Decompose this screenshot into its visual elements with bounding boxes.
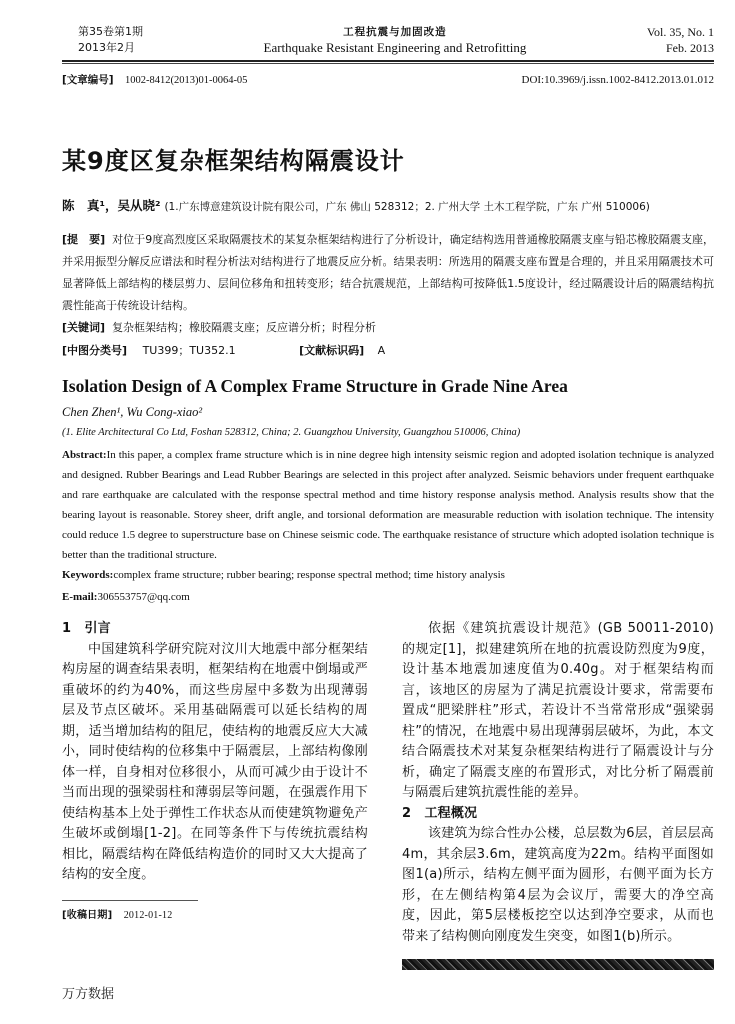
class-value: TU399；TU352.1	[142, 344, 236, 357]
doi: DOI:10.3969/j.issn.1002-8412.2013.01.012	[521, 74, 714, 86]
section-1-heading: 1 引言	[62, 621, 111, 636]
volume-block	[647, 24, 714, 56]
abstract-en	[62, 445, 714, 585]
header-rule	[62, 60, 714, 62]
keywords-cn: 复杂框架结构；橡胶隔震支座；反应谱分析；时程分析	[112, 321, 377, 334]
footnote-rule	[62, 900, 198, 901]
paragraph-intro: 中国建筑科学研究院对汶川大地震中部分框架结构房屋的调查结果表明，框架结构在地震中倒塌或严重破坏的约为40%，而这些房屋中多数为出现薄弱层及节点区破坏。采用基础隔震可以延长结构的周期，适当增加结构的阻尼，使结构的地震反应大大减小，同时使结构的位移集中于隔震层，上部结构像刚体一样，自身相对位移很小，从而可减少由于设计不当而出现的强梁弱柱和薄弱层等问题，在强震作用下使结构基本上处于弹性工作状态从而使建筑物避免产生破坏或倒塌[1-2]。在同等条件下与传统抗震结构相比，隔震结构在降低结构造价的同时又大大提高了结构的安全度。	[62, 641, 368, 882]
journal-cn: 工程抗震与加固改造	[343, 26, 447, 38]
doc-code-label: [文献标识码]	[299, 344, 365, 357]
received-date	[62, 909, 368, 923]
email	[62, 589, 714, 605]
issue-block	[62, 24, 143, 56]
received-label: [收稿日期]	[62, 909, 113, 921]
right-column	[402, 619, 714, 970]
page-title-cn: 某9度区复杂框架结构隔震设计	[62, 147, 405, 175]
paragraph-overview: 该建筑为综合性办公楼，总层数为6层，首层层高4m，其余层3.6m，建筑高度为22m。结构平面图如图1(a)所示，结构左侧平面为圆形，右侧平面为长方形，在左侧结构第4层为会议厅，需要大的净空高度，因此，第5层楼板挖空以达到净空要求，从而也带来了结构侧向刚度发生突变，如图1(b)所示。	[402, 826, 714, 944]
meta-row	[62, 73, 714, 88]
left-column	[62, 619, 368, 970]
doc-code-value: A	[377, 344, 386, 357]
abstract-cn	[62, 229, 714, 339]
keywords-en-label: Keywords:	[62, 569, 114, 581]
scan-artifact-bar	[402, 959, 714, 970]
authors-en: Chen Zhen¹, Wu Cong-xiao²	[62, 405, 203, 419]
article-number-label: [文章编号]	[62, 74, 114, 86]
affiliation-en: (1. Elite Architectural Co Ltd, Foshan 528312, China; 2. Guangzhou University, Guangzhou 510006, China)	[62, 427, 521, 438]
journal-block	[264, 24, 527, 56]
article-number	[62, 73, 247, 88]
abstract-cn-label: [提 要]	[62, 233, 106, 246]
authors-cn: 陈 真¹，吴从晓²	[62, 198, 161, 213]
keywords-en: complex frame structure; rubber bearing; response spectral method; time history analysis	[113, 569, 505, 581]
abstract-en-text: In this paper, a complex frame structure which is in nine degree high intensity seismic region and adopted isolation technique is analyzed and designed. Rubber Bearings and Lead Rubber Bearings are selected in this project after analyzed. Seismic behaviors under frequent earthquake and rare earthquake are calculated with the response spectral method and time history response analysis method. Analysis results show that the bearing layout is reasonable. Storey sheer, drift angle, and torsional deformation are measurable reduction with isolation technique. The intensity could reduce 1.5 degree to superstructure base on Chinese seismic code. The earthquake resistance of structure which adopted isolation technique is better than the traditional structure.	[62, 449, 714, 561]
header-rule-thin	[62, 63, 714, 64]
journal-en: Earthquake Resistant Engineering and Retrofitting	[263, 40, 527, 55]
authors-line	[62, 198, 714, 215]
email-label: E-mail:	[62, 591, 98, 603]
volume: Vol. 35, No. 1	[646, 25, 714, 39]
date-en: Feb. 2013	[665, 41, 714, 55]
class-label: [中图分类号]	[62, 344, 128, 357]
running-header	[62, 24, 714, 56]
abstract-cn-text: 对位于9度高烈度区采取隔震技术的某复杂框架结构进行了分析设计，确定结构选用普通橡胶隔震支座与铅芯橡胶隔震支座，并采用振型分解反应谱法和时程分析法对结构进行了地震反应分析。结果表明：所选用的隔震支座布置是合理的，并且采用隔震技术可显著降低上部结构的楼层剪力、层间位移角和扭转变形；结合抗震规范，上部结构可按降低1.5度设计，经过隔震设计后的隔震结构抗震性能高于传统设计结构。	[62, 233, 714, 312]
paragraph-code: 依据《建筑抗震设计规范》(GB 50011-2010)的规定[1]，拟建建筑所在地的抗震设防烈度为9度，设计基本地震加速度值为0.40g。对于框架结构而言，该地区的房屋为了满足抗震设计要求，常需要布置成“肥梁胖柱”形式，若设计不当常常形成“强梁弱柱”的情况，在地震中易出现薄弱层破坏，为此，本文结合隔震技术对某复杂框架结构进行了隔震设计与分析，确定了隔震支座的布置形式，对比分析了隔震前与隔震后建筑抗震性能的差异。	[402, 621, 714, 800]
body-columns	[62, 619, 714, 970]
classification	[62, 343, 714, 359]
email-value: 306553757@qq.com	[97, 591, 190, 603]
watermark: 万方数据	[62, 987, 115, 1002]
affiliation-cn: (1.广东博意建筑设计院有限公司，广东 佛山 528312；2. 广州大学 土木工程学院，广东 广州 510006)	[164, 201, 650, 213]
received-value: 2012-01-12	[123, 909, 173, 921]
date-cn: 2013年2月	[78, 41, 135, 54]
abstract-en-label: Abstract:	[62, 449, 107, 461]
keywords-cn-label: [关键词]	[62, 321, 106, 334]
issue-cn: 第35卷第1期	[78, 25, 143, 38]
section-2-heading: 2 工程概况	[402, 805, 478, 821]
page-title-en: Isolation Design of A Complex Frame Structure in Grade Nine Area	[62, 376, 568, 396]
article-number-value: 1002-8412(2013)01-0064-05	[124, 75, 248, 86]
